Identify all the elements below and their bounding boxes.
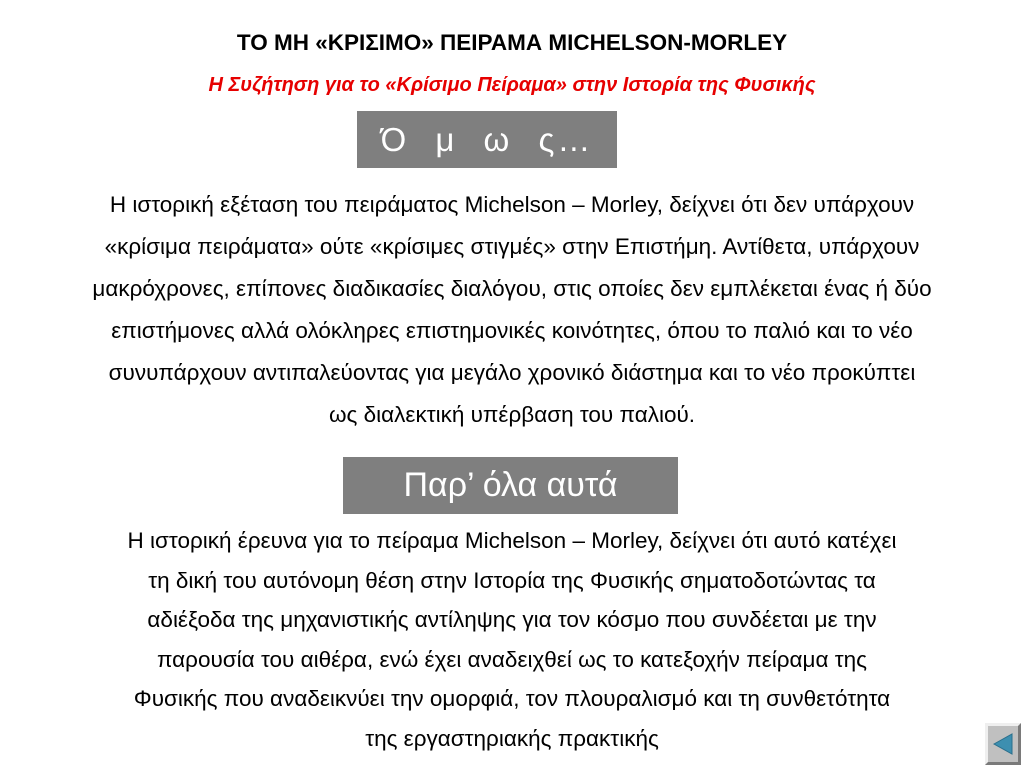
paragraph-1-line: «κρίσιμα πειράματα» ούτε «κρίσιμες στιγμές» στην Επιστήμη. Αντίθετα, υπάρχουν — [104, 234, 920, 259]
paragraph-2-line: της εργαστηριακής πρακτικής — [365, 725, 659, 751]
paragraph-2 — [0, 521, 1024, 759]
heading-box-nevertheless — [343, 457, 678, 514]
paragraph-1-line: μακρόχρονες, επίπονες διαδικασίες διαλόγου, στις οποίες δεν εμπλέκεται ένας ή δύο — [92, 276, 932, 301]
back-button[interactable] — [985, 723, 1021, 765]
paragraph-1-line: επιστήμονες αλλά ολόκληρες επιστημονικές κοινότητες, όπου το παλιό και το νέο — [111, 318, 913, 343]
paragraph-2-line: τη δική του αυτόνομη θέση στην Ιστορία της Φυσικής σηματοδοτώντας τα — [148, 567, 876, 593]
slide-subtitle: Η Συζήτηση για το «Κρίσιμο Πείραμα» στην Ιστορία της Φυσικής — [208, 74, 816, 96]
paragraph-1-line: ως διαλεκτική υπέρβαση του παλιού. — [328, 402, 696, 427]
paragraph-1-line: συνυπάρχουν αντιπαλεύοντας για μεγάλο χρονικό διάστημα και το νέο προκύπτει — [108, 360, 916, 385]
paragraph-2-line: παρουσία του αιθέρα, ενώ έχει αναδειχθεί ως το κατεξοχήν πείραμα της — [156, 646, 868, 672]
paragraph-2-line: Η ιστορική έρευνα για το πείραμα Michelson – Morley, δείχνει ότι αυτό κατέχει — [127, 528, 897, 553]
heading-however-label: Ό μ ω ς… — [380, 120, 594, 158]
paragraph-1 — [0, 184, 1024, 436]
triangle-left-icon — [992, 733, 1014, 755]
paragraph-1-line: Η ιστορική εξέταση του πειράματος Michelson – Morley, δείχνει ότι δεν υπάρχουν — [109, 192, 915, 217]
paragraph-2-line: Φυσικής που αναδεικνύει την ομορφιά, τον πλουραλισμό και τη συνθετότητα — [133, 686, 891, 712]
heading-nevertheless-label: Παρ’ όλα αυτά — [403, 466, 618, 504]
paragraph-2-line: αδιέξοδα της μηχανιστικής αντίληψης για τον κόσμο που συνδέεται με την — [147, 607, 877, 633]
slide-title: ΤΟ ΜΗ «ΚΡΙΣΙΜΟ» ΠΕΙΡΑΜΑ MICHELSON-MORLEY — [236, 30, 788, 55]
heading-box-however — [357, 111, 617, 168]
